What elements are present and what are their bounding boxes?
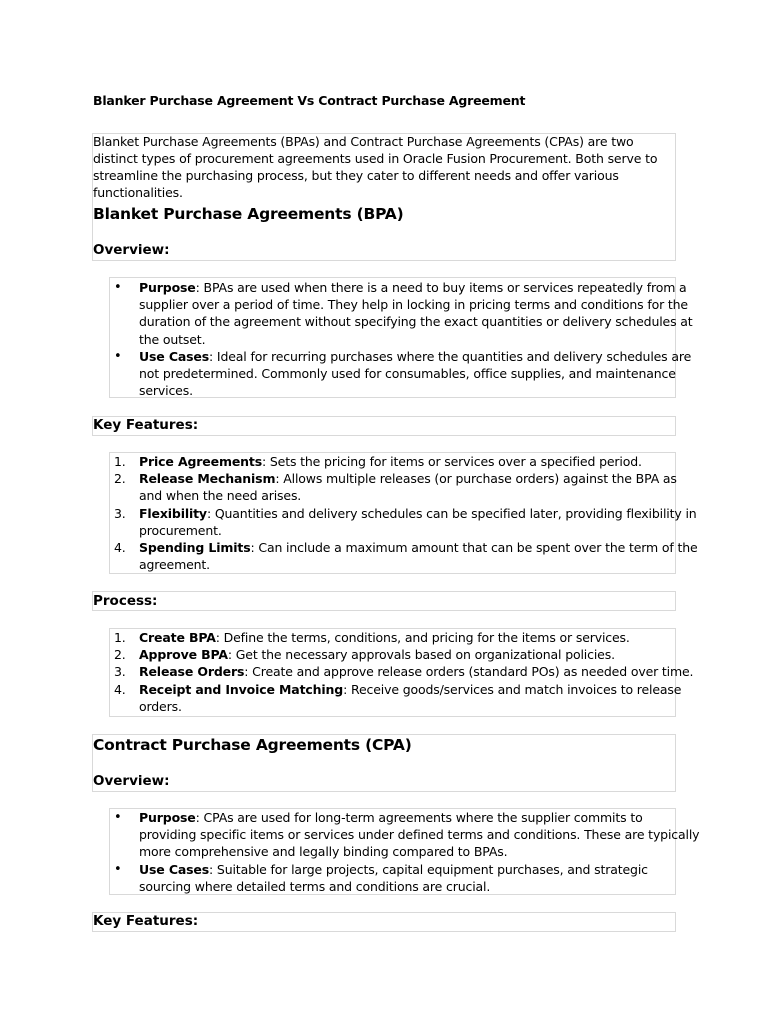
item-text: : Quantities and delivery schedules can be specified later, providing flexibility in procurement. (139, 505, 697, 538)
item-text: : Allows multiple releases (or purchase orders) against the BPA as and when the need arises. (139, 471, 677, 504)
item-term: Flexibility (139, 505, 207, 521)
bpa-features-list (110, 453, 703, 573)
item-term: Purpose (139, 810, 196, 825)
cpa-features-heading: Key Features: (93, 913, 199, 929)
item-text: : Create and approve release orders (standard POs) as needed over time. (244, 664, 694, 680)
list-item (114, 663, 703, 680)
list-item (139, 279, 703, 348)
list-item (114, 646, 703, 663)
cpa-overview-list (110, 809, 703, 895)
list-item (114, 539, 703, 573)
item-text: : Suitable for large projects, capital equipment purchases, and strategic sourcing where detailed terms and conditions are crucial. (139, 861, 648, 894)
list-item (139, 348, 703, 400)
item-term: Approve BPA (139, 647, 228, 663)
document-title: Blanker Purchase Agreement Vs Contract Purchase Agreement (93, 93, 526, 108)
bpa-process-list (110, 629, 703, 715)
bpa-process-heading-box (92, 591, 676, 611)
bpa-overview-heading: Overview: (93, 242, 170, 258)
item-number: 2. (114, 471, 126, 487)
item-term: Purpose (139, 280, 196, 295)
list-item (139, 809, 703, 861)
item-number: 4. (114, 540, 126, 556)
item-number: 1. (114, 454, 126, 469)
bpa-process-heading: Process: (93, 593, 158, 609)
item-term: Spending Limits (139, 540, 251, 556)
bpa-overview-list (110, 279, 703, 399)
item-term: Receipt and Invoice Matching (139, 681, 344, 697)
item-text: : Get the necessary approvals based on organizational policies. (227, 647, 615, 663)
cpa-heading: Contract Purchase Agreements (CPA) (93, 736, 412, 754)
item-term: Use Cases (139, 861, 210, 877)
item-text: : Define the terms, conditions, and pricing for the items or services. (215, 630, 630, 645)
bpa-features-heading: Key Features: (93, 417, 199, 433)
item-text: : BPAs are used when there is a need to buy items or services repeatedly from a supplier over a period of time. They help in locking in pricing terms and conditions for the duration of the agreement without specifying the exact quantities or delivery schedules at the outset. (139, 280, 693, 347)
item-text: : CPAs are used for long-term agreements where the supplier commits to providing specific items or services under defined terms and conditions. These are typically more comprehensive and legally binding compared to BPAs. (139, 810, 700, 860)
item-text: : Can include a maximum amount that can be spent over the term of the agreement. (139, 540, 698, 573)
item-number: 1. (114, 630, 126, 645)
bpa-heading: Blanket Purchase Agreements (BPA) (93, 205, 404, 223)
list-item (114, 681, 703, 715)
item-term: Use Cases (139, 348, 210, 364)
item-number: 3. (114, 664, 126, 680)
item-text: : Receive goods/services and match invoices to release orders. (139, 681, 682, 714)
item-term: Price Agreements (139, 454, 263, 469)
item-term: Release Mechanism (139, 471, 276, 487)
item-number: 2. (114, 647, 126, 663)
item-term: Create BPA (139, 630, 216, 645)
cpa-overview-heading: Overview: (93, 773, 170, 789)
list-item (114, 629, 703, 646)
list-item (114, 470, 703, 504)
list-item (114, 505, 703, 539)
item-text: : Sets the pricing for items or services over a specified period. (262, 454, 642, 469)
item-term: Release Orders (139, 664, 245, 680)
item-number: 3. (114, 505, 126, 521)
item-number: 4. (114, 681, 126, 697)
item-text: : Ideal for recurring purchases where the quantities and delivery schedules are not predetermined. Commonly used for consumables, office supplies, and maintenance services. (139, 348, 692, 399)
list-item (114, 453, 703, 470)
list-item (139, 861, 703, 895)
intro-paragraph: Blanket Purchase Agreements (BPAs) and Contract Purchase Agreements (CPAs) are two distinct types of procurement agreements used in Oracle Fusion Procurement. Both serve to streamline the purchasing process, but they cater to different needs and offer various functionalities. (93, 134, 658, 200)
